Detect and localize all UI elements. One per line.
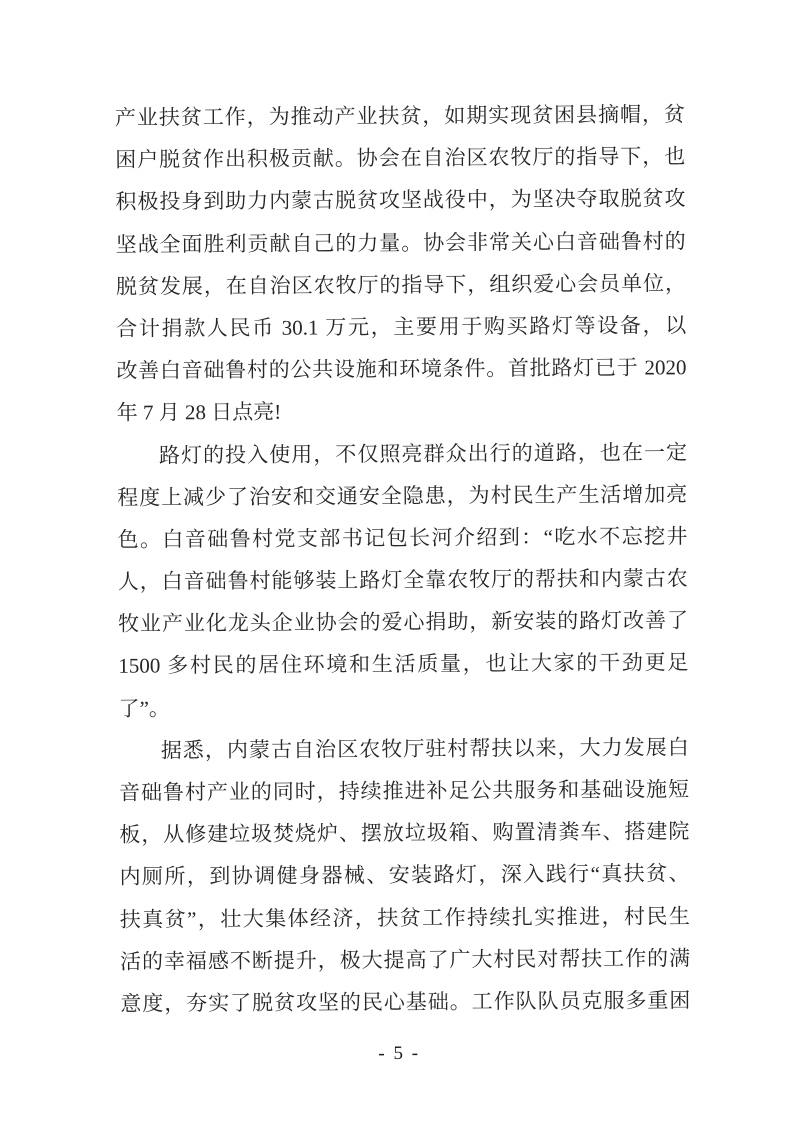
text-line: 扶真贫”，壮大集体经济，扶贫工作持续扎实推进，村民生: [119, 903, 690, 932]
text-line: 路灯的投入使用，不仅照亮群众出行的道路，也在一定: [158, 439, 688, 467]
text-line: 活的幸福感不断提升，极大提高了广大村民对帮扶工作的满: [120, 945, 691, 974]
paragraph: [119, 726, 691, 1025]
text-line: 合计捐款人民币 30.1 万元，主要用于购买路灯等设备，以: [116, 313, 687, 341]
text-line: 脱贫发展，在自治区农牧厅的指导下，组织爱心会员单位，: [115, 270, 687, 299]
document-body: [115, 93, 691, 1025]
text-line: 人，白音础鲁村能够装上路灯全靠农牧厅的帮扶和内蒙古农: [117, 566, 688, 594]
paragraph: [115, 93, 687, 434]
text-line: 内厕所，到协调健身器械、安装路灯，深入践行“真扶贫、: [119, 861, 690, 890]
text-line: 产业扶贫工作，为推动产业扶贫，如期实现贫困县摘帽，贫: [114, 102, 686, 130]
text-line: 据悉，内蒙古自治区农牧厅驻村帮扶以来，大力发展白: [160, 735, 689, 763]
text-line: 色。白音础鲁村党支部书记包长河介绍到：“吃水不忘挖井: [117, 524, 688, 552]
text-line: 程度上减少了治安和交通安全隐患，为村民生产生活增加亮: [117, 481, 688, 510]
text-line: 改善白音础鲁村的公共设施和环境条件。首批路灯已于 2020: [116, 355, 687, 383]
page-number: - 5 -: [378, 1042, 421, 1065]
paragraph: [117, 431, 689, 730]
text-line: 音础鲁村产业的同时，持续推进补足公共服务和基础设施短: [118, 777, 690, 805]
text-line: 意度，夯实了脱贫攻坚的民心基础。工作队队员克服多重困: [120, 988, 691, 1016]
text-line: 年 7 月 28 日点亮!: [116, 400, 282, 426]
text-line: 牧业产业化龙头企业协会的爱心捐助，新安装的路灯改善了: [117, 608, 689, 636]
text-line: 积极投身到助力内蒙古脱贫攻坚战役中，为坚决夺取脱贫攻: [115, 186, 686, 215]
text-line: 板，从修建垃圾焚烧炉、摆放垃圾箱、购置清粪车、搭建院: [119, 819, 690, 847]
text-line: 了”。: [118, 696, 170, 721]
text-line: 坚战全面胜利贡献自己的力量。协会非常关心白音础鲁村的: [115, 228, 686, 257]
text-line: 困户脱贫作出积极贡献。协会在自治区农牧厅的指导下，也: [115, 144, 686, 172]
text-line: 1500 多村民的居住环境和生活质量，也让大家的干劲更足: [118, 650, 689, 679]
